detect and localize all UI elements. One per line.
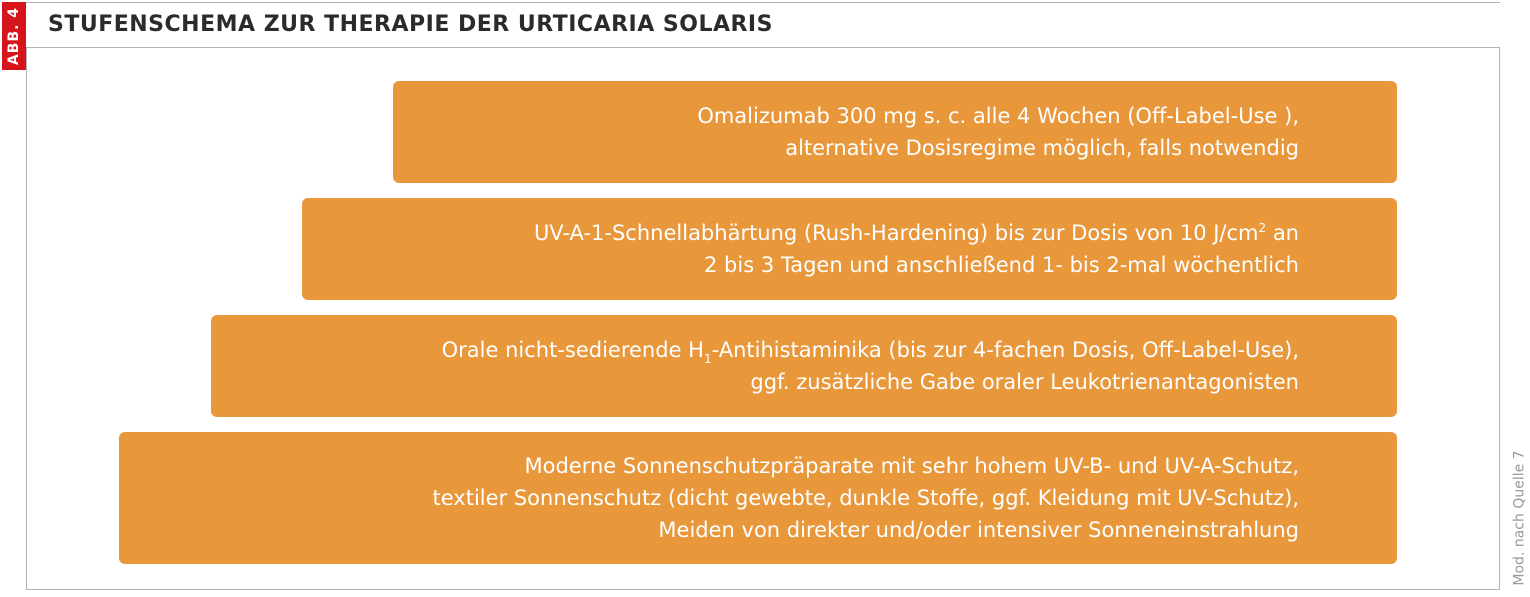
step-1-line-3: Meiden von direkter und/oder intensiver Sonneneinstrahlung (658, 518, 1299, 542)
step-1-line-2: textiler Sonnenschutz (dicht gewebte, dunkle Stoffe, ggf. Kleidung mit UV-Schutz), (432, 486, 1299, 510)
top-rule (26, 2, 1500, 3)
figure-title: STUFENSCHEMA ZUR THERAPIE DER URTICARIA SOLARIS (48, 12, 773, 37)
source-note-text: Mod. nach Quelle 7 (1512, 449, 1529, 586)
step-2-antihistamines (211, 315, 1397, 417)
step-3-line-1-superscript: 2 (1258, 221, 1267, 235)
source-note (1506, 445, 1530, 590)
step-4-line-2: alternative Dosisregime möglich, falls notwendig (785, 136, 1299, 160)
step-3-line-1 (534, 217, 1299, 249)
step-2-line-1-subscript: 1 (703, 352, 712, 366)
step-1-sun-protection (119, 432, 1397, 564)
step-3-line-2: 2 bis 3 Tagen und anschließend 1- bis 2-mal wöchentlich (704, 253, 1299, 277)
figure-label: ABB. 4 (6, 6, 22, 66)
step-2-line-1 (442, 334, 1299, 366)
step-2-line-1-pre: Orale nicht-sedierende H (441, 338, 704, 362)
step-4-line-1: Omalizumab 300 mg s. c. alle 4 Wochen (Off-Label-Use ), (697, 104, 1299, 128)
step-4-omalizumab (393, 81, 1397, 183)
step-1-line-1: Moderne Sonnenschutzpräparate mit sehr hohem UV-B- und UV-A-Schutz, (524, 454, 1299, 478)
step-2-line-1-post: -Antihistaminika (bis zur 4-fachen Dosis, Off-Label-Use), (711, 338, 1299, 362)
step-3-rush-hardening (302, 198, 1397, 300)
step-3-line-1-tail: an (1266, 221, 1299, 245)
step-2-line-2: ggf. zusätzliche Gabe oraler Leukotrienantagonisten (750, 370, 1299, 394)
step-3-line-1-main: UV-A-1-Schnellabhärtung (Rush-Hardening) bis zur Dosis von 10 J/cm (533, 221, 1259, 245)
figure-label-badge (2, 2, 26, 70)
